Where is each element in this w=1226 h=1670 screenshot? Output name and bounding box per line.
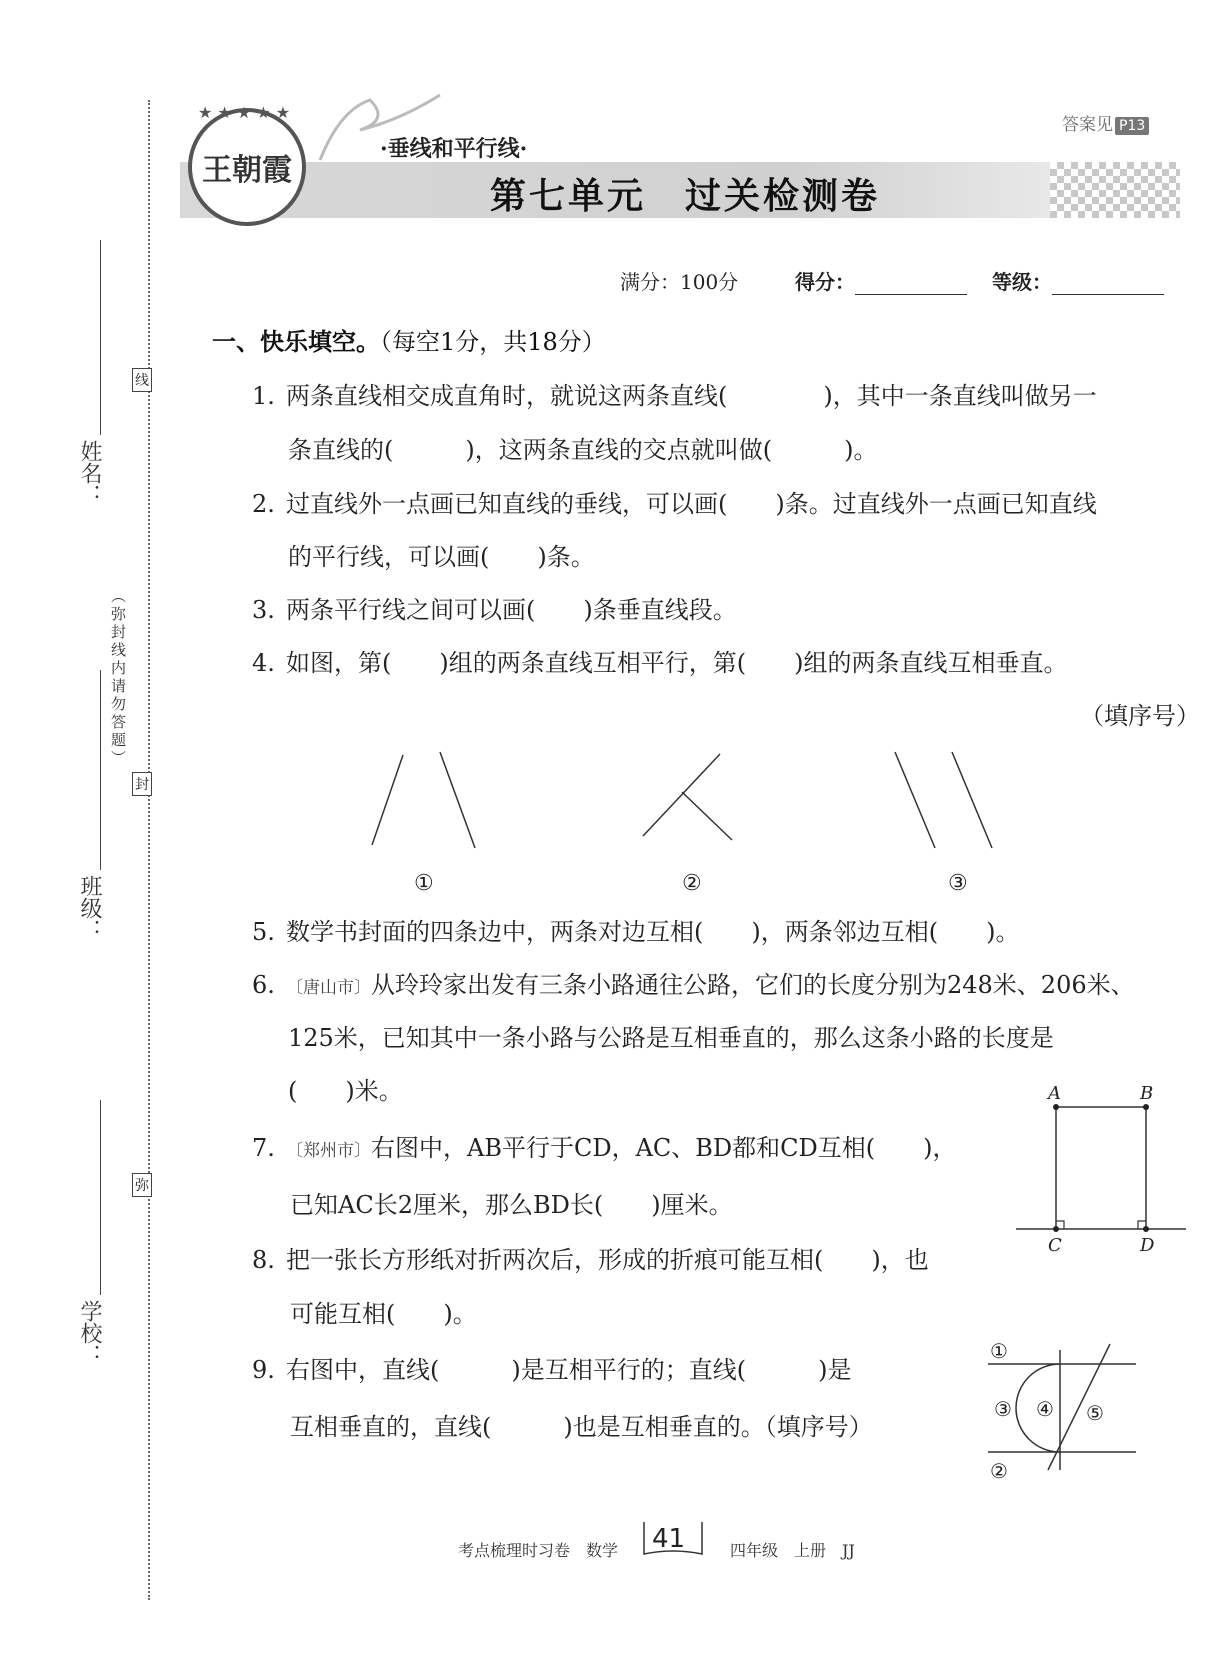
grade-blank[interactable] [1052, 274, 1164, 295]
section-1-heading [212, 322, 606, 357]
q2-line2: 的平行线，可以画( )条。 [288, 543, 595, 571]
q7-point-b [1143, 1104, 1149, 1110]
q9-text-1: 右图中，直线( )是互相平行的；直线( )是 [286, 1356, 852, 1384]
q4-text-1: 如图，第( )组的两条直线互相平行，第( )组的两条直线互相垂直。 [286, 649, 1068, 677]
q9-label-1: ① [990, 1339, 1008, 1363]
q8-line2: 可能互相( )。 [290, 1300, 477, 1328]
q4-g3-line-a [895, 752, 935, 848]
q4-g2-line-b [682, 792, 732, 840]
q8-number: 8. [252, 1246, 275, 1274]
svg-text:★ ★ ★ ★ ★: ★ ★ ★ ★ ★ [198, 103, 291, 122]
q7-line1 [252, 1128, 956, 1163]
q5-text-1: 数学书封面的四条边中，两条对边互相( )，两条邻边互相( )。 [286, 918, 1020, 946]
seal-box-mi: 弥 [132, 1173, 152, 1197]
q4-g3-line-b [952, 752, 992, 848]
q6-region-tag: 〔唐山市〕 [286, 978, 371, 998]
class-label: 班级： [77, 875, 102, 941]
page-title: 第七单元 过关检测卷 [490, 176, 881, 217]
no-answer-notice: （弥封线内请勿答题） [109, 588, 127, 768]
q4-figure [340, 740, 1020, 900]
q1-line2: 条直线的( )，这两条直线的交点就叫做( )。 [288, 436, 878, 464]
name-label: 姓名： [77, 440, 102, 506]
q4-g1-line-a [372, 755, 403, 845]
q6-number: 6. [252, 971, 275, 999]
logo-stars [190, 100, 300, 124]
q3-line1 [252, 590, 737, 625]
q7-number: 7. [252, 1134, 275, 1162]
q5-number: 5. [252, 918, 275, 946]
score-field[interactable] [795, 266, 967, 295]
q1-number: 1. [252, 382, 275, 410]
q7-text-1: 右图中，AB平行于CD，AC、BD都和CD互相( )， [371, 1134, 957, 1162]
q7-point-d [1143, 1226, 1149, 1232]
school-underline [100, 1100, 101, 1295]
q9-figure [980, 1330, 1160, 1490]
q7-figure [1010, 1085, 1200, 1255]
q4-label-1: ① [414, 871, 434, 896]
q9-number: 9. [252, 1356, 275, 1384]
q6-line1 [252, 965, 1135, 1000]
q4-line1 [252, 643, 1067, 678]
unit-subtitle: ·垂线和平行线· [380, 136, 528, 162]
answer-page-tag: P13 [1115, 117, 1149, 135]
q2-line1 [252, 484, 1097, 519]
q1-text-1: 两条直线相交成直角时，就说这两条直线( )，其中一条直线叫做另一 [286, 382, 1097, 410]
q6-line2: 125米，已知其中一条小路与公路是互相垂直的，那么这条小路的长度是 [288, 1024, 1054, 1052]
q4-label-2: ② [682, 871, 702, 896]
q9-label-5: ⑤ [1086, 1401, 1104, 1425]
q8-line1 [252, 1240, 929, 1275]
q9-line2: 互相垂直的，直线( )也是互相垂直的。（填序号） [290, 1413, 873, 1441]
q4-note: （填序号） [1080, 702, 1200, 730]
banner-checker-pattern [1050, 162, 1180, 218]
q4-label-3: ③ [948, 871, 968, 896]
name-underline [100, 240, 101, 435]
q3-text-1: 两条平行线之间可以画( )条垂直线段。 [286, 596, 737, 624]
section-1-title: 一、快乐填空。 [212, 328, 380, 356]
q4-g1-line-b [440, 752, 475, 848]
q7-point-a [1053, 1104, 1059, 1110]
page-number-bracket [640, 1518, 706, 1562]
full-score: 满分：100分 [620, 270, 739, 294]
q9-label-2: ② [990, 1459, 1008, 1483]
q7-label-a: A [1048, 1085, 1061, 1104]
class-underline [100, 670, 101, 870]
q7-region-tag: 〔郑州市〕 [286, 1141, 371, 1161]
seal-box-feng: 封 [132, 772, 152, 796]
q6-text-1: 从玲玲家出发有三条小路通往公路，它们的长度分别为248米、206米、 [371, 971, 1135, 999]
q9-label-4: ④ [1036, 1397, 1054, 1421]
answer-ref-text: 答案见 [1062, 115, 1113, 135]
q7-label-c: C [1048, 1235, 1062, 1255]
section-1-note: （每空1分，共18分） [380, 328, 606, 356]
footer-right: 四年级 上册 JJ [730, 1541, 855, 1560]
q4-g2-line-a [643, 754, 720, 836]
q1-line1 [252, 376, 1097, 411]
binding-dotted-line [148, 100, 150, 1600]
q8-text-1: 把一张长方形纸对折两次后，形成的折痕可能互相( )，也 [286, 1246, 929, 1274]
brand-logo: 王朝霞 [188, 108, 306, 226]
answer-reference [1062, 110, 1149, 135]
q7-point-c [1053, 1226, 1059, 1232]
q9-label-3: ③ [994, 1397, 1012, 1421]
q2-number: 2. [252, 490, 275, 518]
score-blank[interactable] [855, 274, 967, 295]
q7-line2: 已知AC长2厘米，那么BD长( )厘米。 [290, 1191, 733, 1219]
school-label: 学校： [77, 1300, 102, 1366]
q7-label-b: B [1140, 1085, 1154, 1104]
footer-left: 考点梳理时习卷 数学 [458, 1541, 619, 1560]
q5-line1 [252, 912, 1019, 947]
q2-text-1: 过直线外一点画已知直线的垂线，可以画( )条。过直线外一点画已知直线 [286, 490, 1097, 518]
score-label: 得分： [795, 270, 855, 294]
q4-number: 4. [252, 649, 275, 677]
q9-line1 [252, 1350, 851, 1385]
grade-label: 等级： [992, 270, 1052, 294]
q3-number: 3. [252, 596, 275, 624]
grade-field[interactable] [992, 266, 1164, 295]
q6-line3: ( )米。 [288, 1077, 403, 1105]
seal-box-xian: 线 [132, 368, 152, 392]
page-number: 41 [652, 1524, 686, 1554]
q7-label-d: D [1140, 1235, 1155, 1255]
